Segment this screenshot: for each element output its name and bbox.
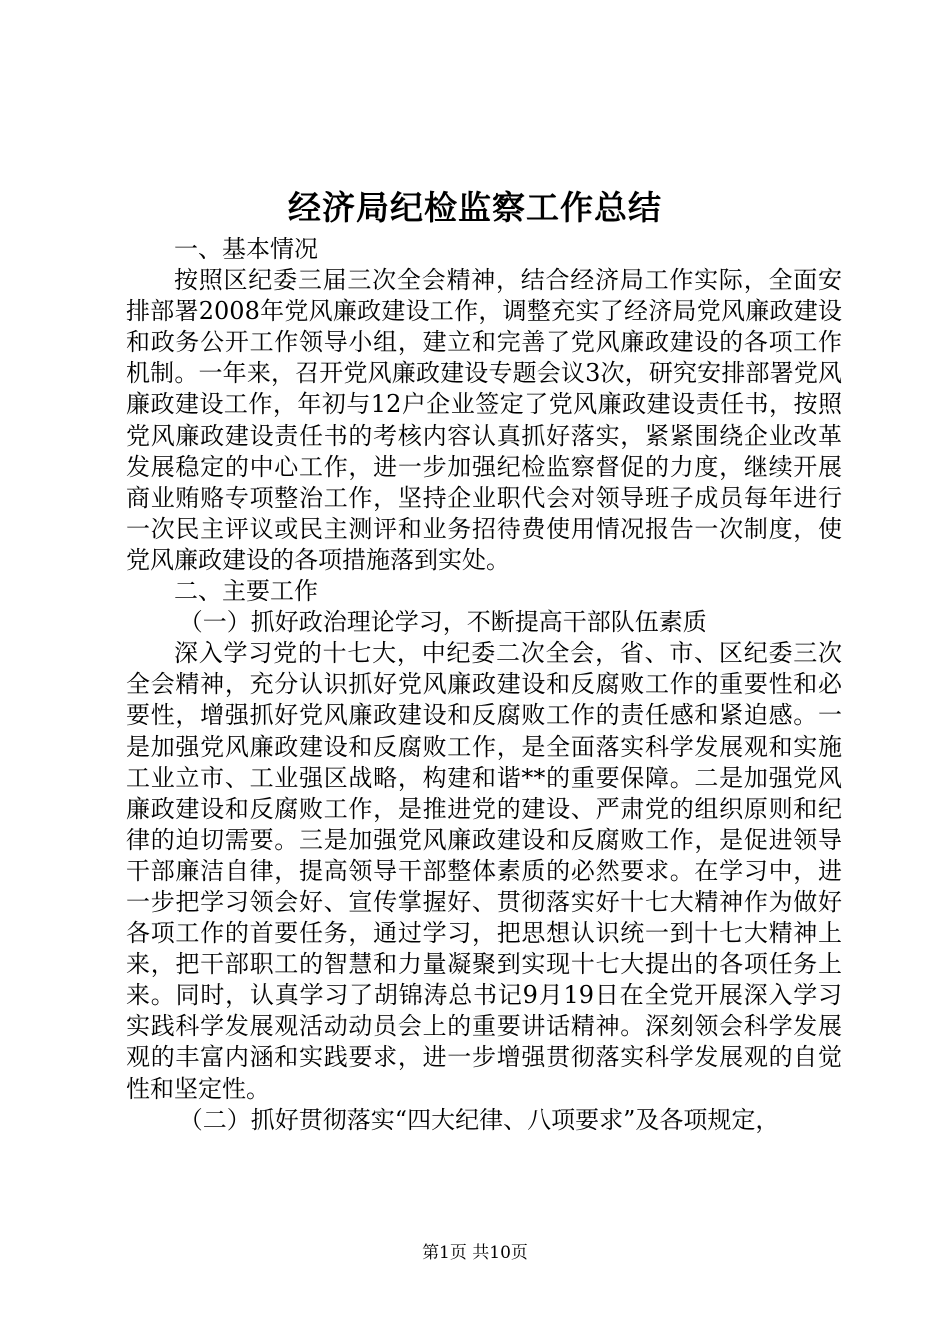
document-title: 经济局纪检监察工作总结 xyxy=(288,188,662,227)
subsection-heading-discipline: （二）抓好贯彻落实“四大纪律、八项要求”及各项规定， xyxy=(178,1105,780,1134)
section-heading-main-work: 二、主要工作 xyxy=(174,577,318,606)
paragraph-political-study: 深入学习党的十七大，中纪委二次全会，省、市、区纪委三次全会精神，充分认识抓好党风廉政建设和反腐败工作的重要性和必要性，增强抓好党风廉政建设和反腐败工作的责任感和紧迫感。一是加强党风廉政建设和反腐败工作，是全面落实科学发展观和实施工业立市、工业强区战略，构建和谐**的重要保障。二是加强党风廉政建设和反腐败工作，是推进党的建设、严肃党的组织原则和纪律的迫切需要。三是加强党风廉政建设和反腐败工作，是促进领导干部廉洁自律，提高领导干部整体素质的必然要求。在学习中，进一步把学习领会好、宣传掌握好、贯彻落实好十七大精神作为做好各项工作的首要任务，通过学习，把思想认识统一到十七大精神上来，把干部职工的智慧和力量凝聚到实现十七大提出的各项任务上来。同时，认真学习了胡锦涛总书记9月19日在全党开展深入学习实践科学发展观活动动员会上的重要讲话精神。深刻领会科学发展观的丰富内涵和实践要求，进一步增强贯彻落实科学发展观的自觉性和坚定性。 xyxy=(126,639,842,1103)
paragraph-basic-situation: 按照区纪委三届三次全会精神，结合经济局工作实际，全面安排部署2008年党风廉政建设工作，调整充实了经济局党风廉政建设和政务公开工作领导小组，建立和完善了党风廉政建设的各项工作机制。一年来，召开党风廉政建设专题会议3次，研究安排部署党风廉政建设工作，年初与12户企业签定了党风廉政建设责任书，按照党风廉政建设责任书的考核内容认真抓好落实，紧紧围绕企业改革发展稳定的中心工作，进一步加强纪检监察督促的力度，继续开展商业贿赂专项整治工作，坚持企业职代会对领导班子成员每年进行一次民主评议或民主测评和业务招待费使用情况报告一次制度，使党风廉政建设的各项措施落到实处。 xyxy=(126,266,842,574)
section-heading-basic-situation: 一、基本情况 xyxy=(174,235,318,263)
page-number-footer: 第1页 共10页 xyxy=(422,1243,528,1263)
subsection-heading-political-study: （一）抓好政治理论学习，不断提高干部队伍素质 xyxy=(178,608,707,637)
document-body xyxy=(126,234,842,1136)
